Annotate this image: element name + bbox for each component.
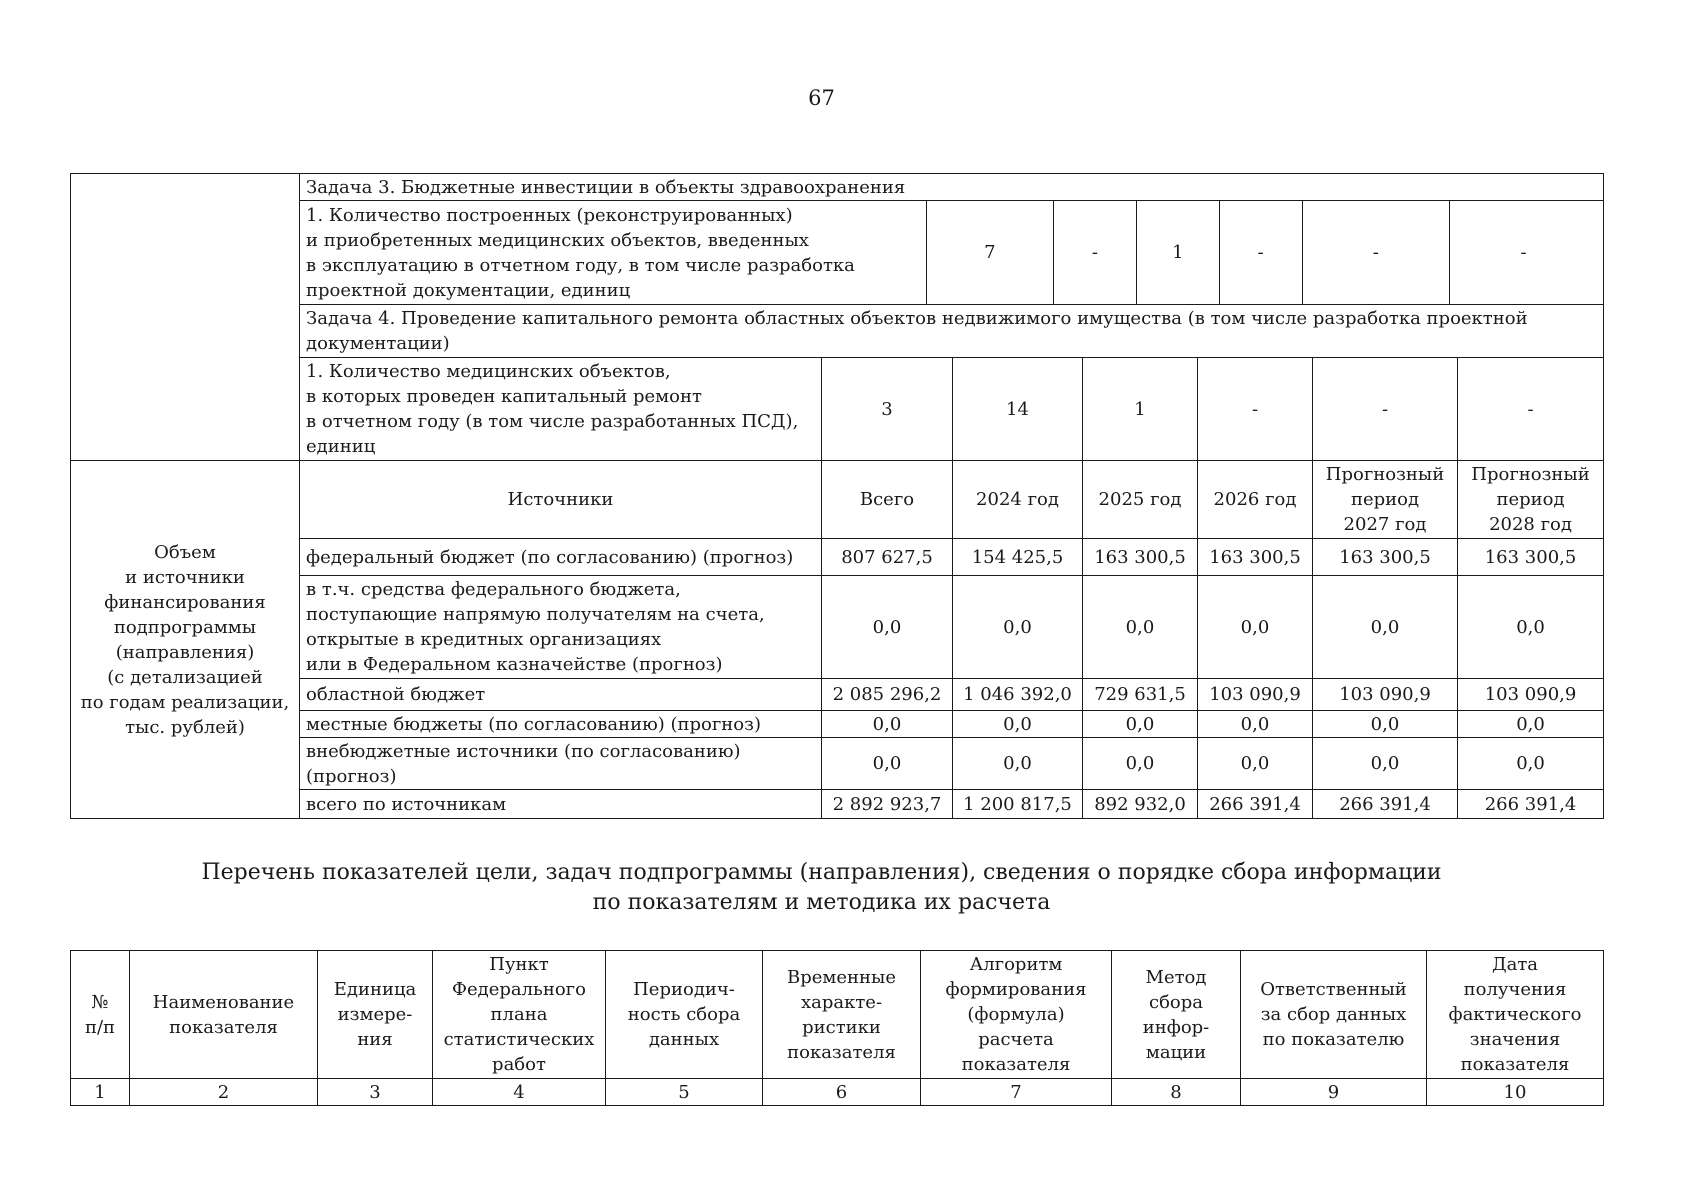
column-number: 6 (763, 1079, 921, 1106)
funding-row-value: 0,0 (1083, 711, 1198, 738)
task3-value-2027: - (1302, 201, 1449, 304)
funding-row-label: местные бюджеты (по согласованию) (прогноз) (300, 711, 822, 738)
funding-row-value: 266 391,4 (1313, 790, 1458, 819)
header-sources: Источники (300, 461, 822, 539)
task3-value-2028: - (1520, 242, 1527, 263)
funding-row-value: 0,0 (1198, 738, 1313, 790)
column-number: 9 (1241, 1079, 1427, 1106)
funding-label: Объем и источники финансирования подпрограммы (направления) (с детализацией по годам реализации, тыс. рублей) (71, 461, 300, 819)
passport-table (70, 173, 1604, 819)
header-2028: Прогнозный период 2028 год (1458, 461, 1604, 539)
funding-row-value: 807 627,5 (822, 539, 953, 576)
funding-row-value: 163 300,5 (1198, 539, 1313, 576)
column-number: 7 (921, 1079, 1112, 1106)
funding-row-value: 0,0 (1458, 576, 1604, 679)
task4-value-2026: - (1198, 358, 1313, 461)
header-number: № п/п (71, 951, 130, 1079)
funding-row-value: 266 391,4 (1458, 790, 1604, 819)
header-date: Дата получения фактического значения показателя (1427, 951, 1604, 1079)
task4-value-2024: 14 (953, 358, 1083, 461)
header-2027: Прогнозный период 2027 год (1313, 461, 1458, 539)
funding-row-value: 103 090,9 (1198, 679, 1313, 711)
funding-row-value: 0,0 (953, 738, 1083, 790)
column-number: 10 (1427, 1079, 1604, 1106)
funding-row-value: 2 892 923,7 (822, 790, 953, 819)
funding-row-value: 892 932,0 (1083, 790, 1198, 819)
header-2024: 2024 год (953, 461, 1083, 539)
section-title: Перечень показателей цели, задач подпрограммы (направления), сведения о порядке сбора информации по показателям и методика их расчета (201, 860, 1442, 915)
indicators-table (70, 950, 1604, 1106)
funding-row-value: 0,0 (1198, 576, 1313, 679)
header-periodicity: Периодич- ность сбора данных (606, 951, 763, 1079)
funding-row-label: в т.ч. средства федерального бюджета, поступающие напрямую получателям на счета, открытые в кредитных организациях или в Федеральном казначействе (прогноз) (300, 576, 822, 679)
task4-indicator-name: 1. Количество медицинских объектов, в которых проведен капитальный ремонт в отчетном году (в том числе разработанных ПСД), единиц (300, 358, 822, 461)
funding-row-value: 0,0 (1458, 738, 1604, 790)
funding-row-value: 0,0 (822, 738, 953, 790)
header-2025: 2025 год (1083, 461, 1198, 539)
task4-value-2028: - (1458, 358, 1604, 461)
header-federal-plan: Пункт Федерального плана статистических работ (433, 951, 606, 1079)
funding-row-label: всего по источникам (300, 790, 822, 819)
funding-row-label: внебюджетные источники (по согласованию) (прогноз) (300, 738, 822, 790)
funding-row-value: 729 631,5 (1083, 679, 1198, 711)
funding-row-value: 0,0 (1313, 576, 1458, 679)
task3-value-2024: - (1054, 201, 1137, 304)
task3-indicator-name: 1. Количество построенных (реконструированных) и приобретенных медицинских объектов, введенных в эксплуатацию в отчетном году, в том числе разработка проектной документации, единиц (306, 201, 926, 304)
funding-row-value: 0,0 (1458, 711, 1604, 738)
funding-row-value: 0,0 (1313, 738, 1458, 790)
funding-row-value: 163 300,5 (1458, 539, 1604, 576)
header-total: Всего (822, 461, 953, 539)
header-name: Наименование показателя (130, 951, 318, 1079)
task3-value-total: 7 (926, 201, 1053, 304)
funding-row-value: 1 200 817,5 (953, 790, 1083, 819)
funding-row-value: 163 300,5 (1313, 539, 1458, 576)
funding-row-value: 0,0 (953, 576, 1083, 679)
column-number: 2 (130, 1079, 318, 1106)
funding-row-value: 103 090,9 (1458, 679, 1604, 711)
funding-row-label: областной бюджет (300, 679, 822, 711)
header-unit: Единица измере- ния (318, 951, 433, 1079)
funding-row-value: 266 391,4 (1198, 790, 1313, 819)
page-number: 67 (808, 86, 835, 110)
task4-value-2025: 1 (1083, 358, 1198, 461)
task3-value-2025: 1 (1136, 201, 1219, 304)
task4-value-2027: - (1313, 358, 1458, 461)
funding-row-value: 154 425,5 (953, 539, 1083, 576)
funding-row-value: 0,0 (1083, 738, 1198, 790)
funding-row-value: 103 090,9 (1313, 679, 1458, 711)
header-2026: 2026 год (1198, 461, 1313, 539)
funding-row-value: 1 046 392,0 (953, 679, 1083, 711)
funding-row-value: 0,0 (822, 576, 953, 679)
task4-value-total: 3 (822, 358, 953, 461)
empty-label-cell (71, 174, 300, 461)
funding-row-value: 0,0 (1198, 711, 1313, 738)
header-method: Метод сбора инфор- мации (1112, 951, 1241, 1079)
task3-indicator-row (300, 201, 1604, 305)
funding-row-value: 0,0 (1083, 576, 1198, 679)
task4-title: Задача 4. Проведение капитального ремонта областных объектов недвижимого имущества (в том числе разработка проектной документации) (300, 305, 1604, 358)
funding-row-value: 0,0 (822, 711, 953, 738)
funding-row-label: федеральный бюджет (по согласованию) (прогноз) (300, 539, 822, 576)
column-number: 3 (318, 1079, 433, 1106)
column-number: 1 (71, 1079, 130, 1106)
task3-title: Задача 3. Бюджетные инвестиции в объекты здравоохранения (300, 174, 1604, 201)
header-algorithm: Алгоритм формирования (формула) расчета показателя (921, 951, 1112, 1079)
funding-row-value: 0,0 (1313, 711, 1458, 738)
funding-row-value: 0,0 (953, 711, 1083, 738)
funding-row-value: 163 300,5 (1083, 539, 1198, 576)
column-number: 4 (433, 1079, 606, 1106)
column-number: 5 (606, 1079, 763, 1106)
column-number: 8 (1112, 1079, 1241, 1106)
header-time-characteristics: Временные характе- ристики показателя (763, 951, 921, 1079)
task3-value-2026: - (1219, 201, 1302, 304)
funding-row-value: 2 085 296,2 (822, 679, 953, 711)
header-responsible: Ответственный за сбор данных по показателю (1241, 951, 1427, 1079)
